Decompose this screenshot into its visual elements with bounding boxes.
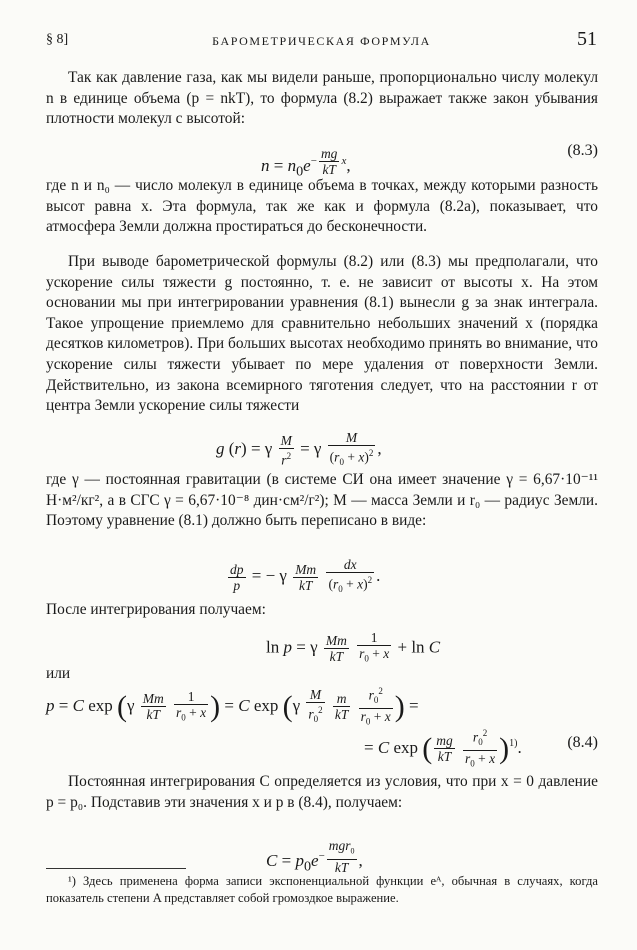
- paragraph-4: где γ — постоянная гравитации (в системе СИ она имеет значение γ = 6,67·10⁻¹¹ Н·м²/кг², а в СГС γ = 6,67·10⁻⁸ дин·см²/г²); M — масса Земли и r₀ — радиус Земли. Поэтому уравнение (8.1) должно быть переписано в виде:: [46, 471, 598, 530]
- equation-8-3: $n = n_0e^{- \frac{mg}{kT} x}$, (8.3): [261, 142, 598, 180]
- paragraph-2: где n и n₀ — число молекул в единице объема в точках, между которыми разность высот равна x. Эта формула, так же как и формула (8.2а), показывает, что атмосфера Земли должна простираться до бесконечности.: [46, 177, 598, 236]
- page-number: 51: [577, 28, 597, 50]
- equation-log: ln p = γ $\frac{Mm}{kT}$ $\frac{1}{r_0 + x}$ + ln C: [266, 630, 441, 664]
- paragraph-5: Постоянная интегрирования C определяется из условия, что при x = 0 давление p = p₀. Подставив эти значения x и p в (8.4), получаем:: [46, 773, 598, 811]
- running-header: [46, 30, 597, 54]
- footnote-rule: [46, 868, 186, 869]
- section-marker: § 8]: [46, 32, 69, 47]
- equation-gravity: g (r) = γ $\frac{M}{r^2}$ = γ $\frac{M}{(r_0 + x)^2}$ ,: [216, 430, 382, 468]
- equation-constant: $C = p_0e^{- mgr_0 kT}$ ,: [266, 838, 363, 875]
- paragraph-3: При выводе барометрической формулы (8.2) или (8.3) мы предполагали, что ускорение силы тяжести g постоянно, т. е. не зависит от высоты x. На этом основании мы при интегрировании уравнения (8.1) вынесли g за знак интеграла. Такое упрощение приемлемо для сравнительно небольших значений x (порядка десятков километров). При больших высотах необходимо принять во внимание, что ускорение силы тяжести убывает по мере удаления от поверхности Земли. Действительно, из закона всемирного тяготения следует, что на расстоянии r от центра Земли ускорение силы тяжести: [46, 253, 598, 415]
- paragraph-1: Так как давление газа, как мы видели раньше, пропорционально числу молекул n в единице объема (p = nkT), то формула (8.2) выражает также закон убывания плотности молекул с высотой:: [46, 69, 598, 128]
- equation-differential: $\frac{dp}{p}$ = − γ $\frac{Mm}{kT}$ $\frac{dx}{(r_0 + x)^2}$ .: [230, 557, 381, 595]
- text-after-integration: После интегрирования получаем:: [46, 601, 266, 618]
- equation-8-4-number: (8.4): [567, 734, 598, 751]
- chapter-title: БАРОМЕТРИЧЕСКАЯ ФОРМУЛА: [212, 34, 431, 48]
- equation-8-4: p = C exp (γ $\frac{Mm}{kT}$ $\frac{1}{r_0 + x}$ ) = C exp (γ $\frac{M}{r_0^2}$ $\frac{m}{kT}$ $\frac{r_0^2}{r_0 + x}$ ) = = C exp ( $\frac{mg}{kT}$ $\frac{r_0^2}{r_0 + x}$ )$^{1)}$. (8.4): [46, 686, 598, 769]
- footnote: ¹) Здесь применена форма записи экспоненциальной функции eᴬ, обычная в случаях, когда показатель степени A представляет собой громоздкое выражение.: [46, 874, 598, 905]
- text-or: или: [46, 665, 71, 682]
- equation-8-3-number: (8.3): [567, 142, 598, 159]
